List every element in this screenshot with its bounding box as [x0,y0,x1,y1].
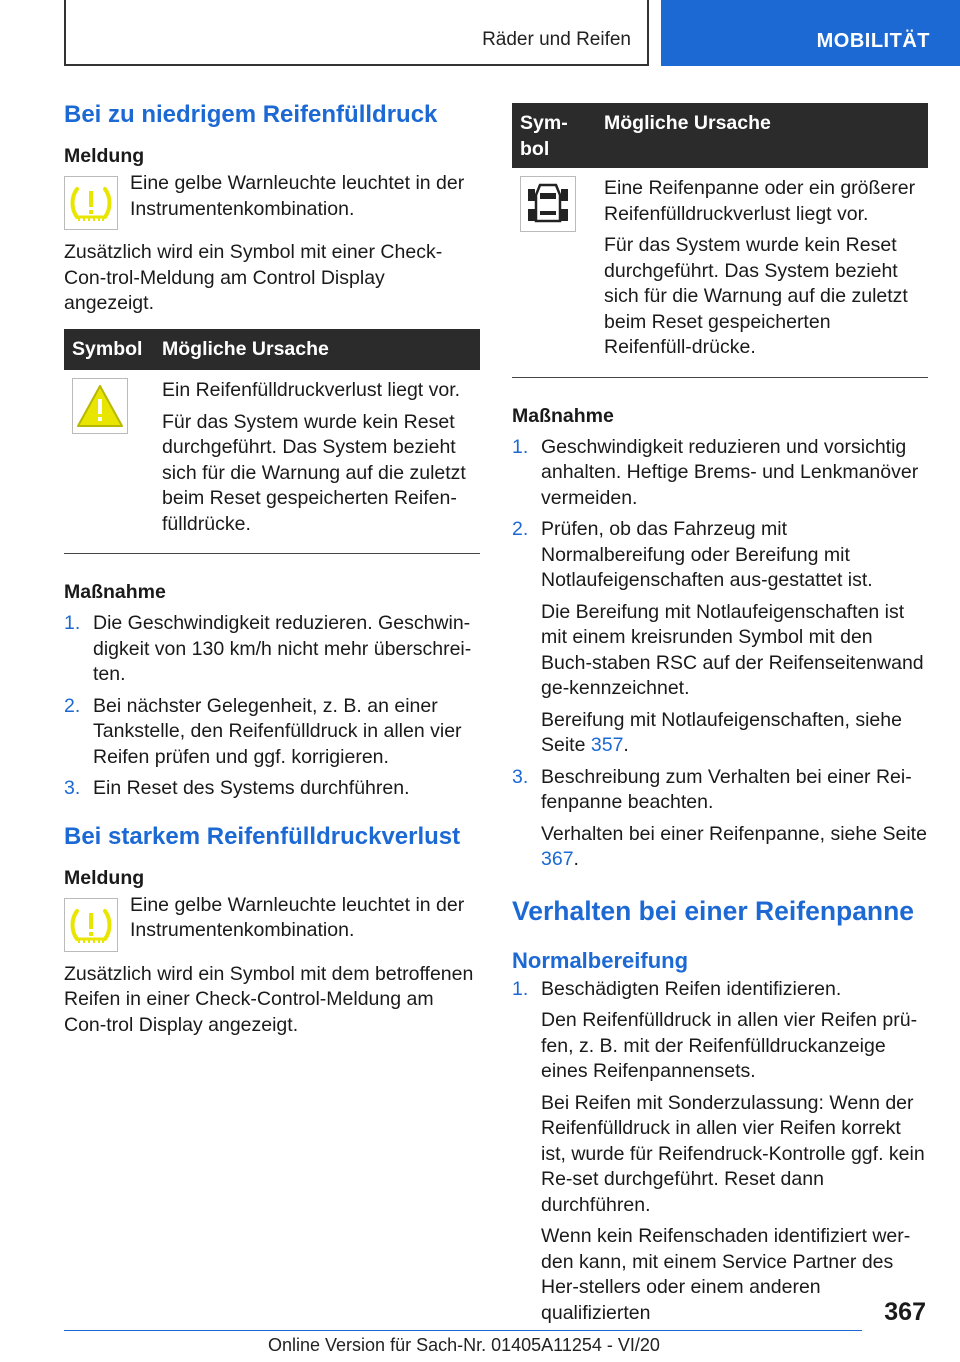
message-text: Eine gelbe Warnleuchte leuchtet in der Instrumentenkombination. [130,893,465,941]
table-cell-cause: Ein Reifenfülldruckverlust liegt vor. [162,379,461,401]
left-column [64,100,480,1038]
header-chapter-box [661,0,960,66]
table-row [512,168,928,378]
tpms-warning-icon [64,176,118,230]
message-block [64,171,480,230]
table-cell-cause: Für das System wurde kein Reset durchgeführt. Das System bezieht sich für die Warnung auf die zuletzt beim Reset gespeicherten Reifenfüll-drücke. [604,234,908,358]
massnahme-label: Maßnahme [64,581,166,603]
footer-online-version: Online Version für Sach-Nr. 01405A11254 - VI/20 [268,1335,660,1355]
step-list [512,977,928,1327]
table-header-cause: Mögliche Ursache [162,337,329,360]
table-header-cause: Mögliche Ursache [604,112,771,134]
list-item: 2. Prüfen, ob das Fahrzeug mit Normalbereifung oder Bereifung mit Notlaufeigenschaften aus-gestattet ist. Die Bereifung mit Notlaufeigenschaften ist mit einem kreisrunden Symbol mit den Buch-staben RSC auf der Reifenseitenwand ge-kennzeichnet. Bereifung mit Notlaufeigenschaften, siehe Seite 357. [512,518,924,756]
subsection-title: Normalbereifung [512,947,689,973]
meldung-label: Meldung [64,866,145,889]
paragraph: Zusätzlich wird ein Symbol mit einer Check-Con-trol-Meldung am Control Display angezeigt. [64,241,443,314]
table-header-symbol: Sym-bol [520,112,568,160]
section-title-low-pressure: Bei zu niedrigem Reifenfülldruck [64,101,438,128]
page-link-367[interactable]: 367 [541,848,574,870]
table-cell-cause: Für das System wurde kein Reset durchgeführt. Das System bezieht sich für die Warnung auf die zuletzt beim Reset gespeicherten Reifen-fülldrücke. [162,410,466,535]
message-text: Eine gelbe Warnleuchte leuchtet in der Instrumentenkombination. [130,172,465,220]
step-list [512,435,928,873]
cause-table [512,103,928,378]
paragraph: Zusätzlich wird ein Symbol mit dem betroffenen Reifen in einer Check-Control-Meldung am Con-trol Display angezeigt. [64,962,474,1036]
table-header [512,103,928,168]
cause-table [64,329,480,555]
list-item: 3. Ein Reset des Systems durchführen. [64,777,410,799]
table-header [64,329,480,371]
step-list [64,611,480,802]
list-item: 1. Geschwindigkeit reduzieren und vorsichtig anhalten. Heftige Brems- und Lenkmanöver vermeiden. [512,435,919,509]
warning-triangle-icon [72,378,128,434]
meldung-label: Meldung [64,145,145,167]
header-section-box [64,0,649,66]
section-title-high-loss: Bei starkem Reifenfülldruckverlust [64,822,461,850]
right-column [512,103,928,1326]
car-tire-icon [520,176,576,232]
footer-divider [64,1330,862,1331]
list-item: 3. Beschreibung zum Verhalten bei einer Rei-fenpanne beachten. Verhalten bei einer Reifenpanne, siehe Seite 367. [512,765,927,870]
list-item: 1. Beschädigten Reifen identifizieren. Den Reifenfülldruck in allen vier Reifen prü-fen, z. B. mit der Reifenfülldruckanzeige eines Reifenpannensets. Bei Reifen mit Sonderzulassung: Wenn der Reifenfülldruck in allen vier Reifen korrekt ist, wurde für Reifendruck-Kontrolle ggf. kein Re-set durchgeführt. Reset dann durchführen. Wenn kein Reifenschaden identifiziert wer-den kann, mit einem Service Partner des Her-stellers oder einem anderen qualifizierten [512,977,925,1324]
header-chapter-title: MOBILITÄT [816,29,930,52]
header-section-title: Räder und Reifen [482,28,631,50]
tpms-warning-icon [64,898,118,952]
table-row [64,370,480,554]
list-item: 2. Bei nächster Gelegenheit, z. B. an einer Tankstelle, den Reifenfülldruck in allen vier Reifen prüfen und ggf. korrigieren. [64,694,462,768]
table-cell-cause: Eine Reifenpanne oder ein größerer Reifenfülldruckverlust liegt vor. [604,177,916,225]
message-block [64,893,480,952]
list-item: 1. Die Geschwindigkeit reduzieren. Geschwin-digkeit von 130 km/h nicht mehr überschrei-ten. [64,612,472,685]
massnahme-label: Maßnahme [512,404,614,427]
section-title-flat-tire: Verhalten bei einer Reifenpanne [512,895,915,926]
page-number: 367 [884,1298,926,1326]
page-link-357[interactable]: 357 [590,734,624,756]
table-header-symbol: Symbol [72,337,143,360]
